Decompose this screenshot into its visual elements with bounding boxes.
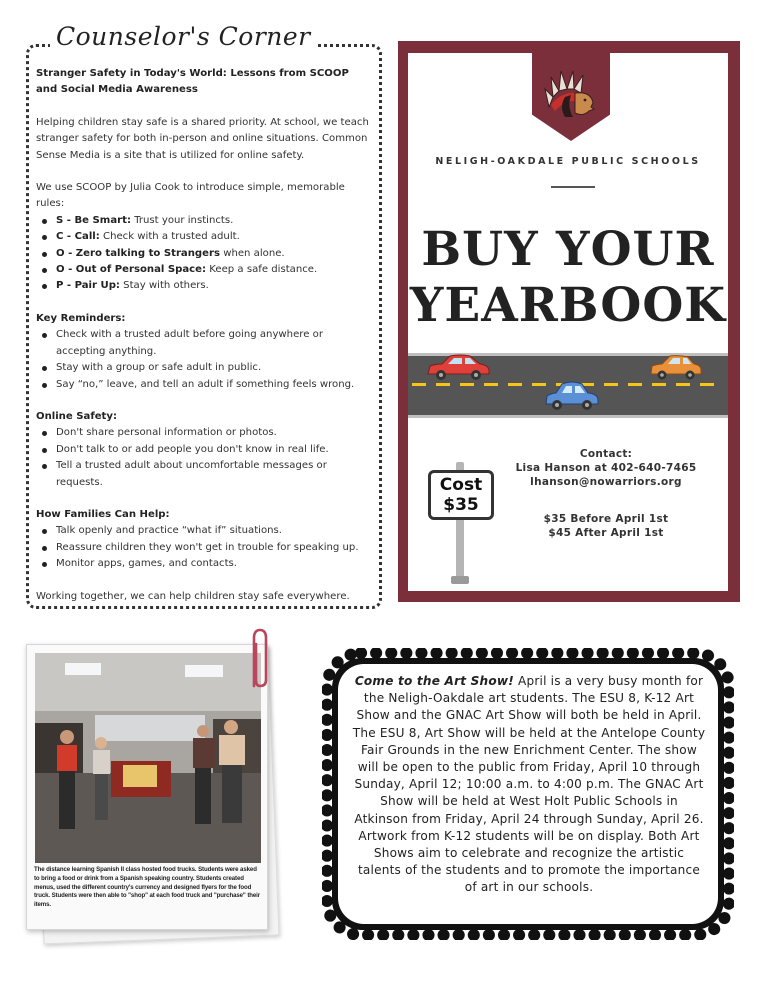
key-reminders-list xyxy=(36,327,370,393)
key-reminders-heading: Key Reminders: xyxy=(36,312,126,324)
list-item: P - Pair Up: Stay with others. xyxy=(36,278,370,294)
list-item: Don't talk to or add people you don't know in real life. xyxy=(36,442,370,458)
cost-sign-label: Cost xyxy=(439,475,483,495)
list-item: Stay with a group or safe adult in public. xyxy=(36,360,370,376)
families-list xyxy=(36,523,370,572)
article-heading: Stranger Safety in Today's World: Lessons from SCOOP and Social Media Awareness xyxy=(36,68,349,96)
cost-sign-price: $35 xyxy=(443,495,479,515)
closing-line: Working together, we can help children stay safe everywhere. xyxy=(36,590,350,602)
price-before: $35 Before April 1st xyxy=(543,513,669,525)
art-show-announcement xyxy=(352,673,706,897)
list-item: Tell a trusted adult about uncomfortable messages or requests. xyxy=(36,458,370,491)
price-after: $45 After April 1st xyxy=(548,527,664,539)
art-show-body: April is a very busy month for the Neligh-Oakdale art students. The ESU 8, K-12 Art Show and the GNAC Art Show will both be held in April. The ESU 8, Art Show will be held at the Antelope County Fair Grounds in the new Enrichment Center. The show will be open to the public from Friday, April 10 through Sunday, April 12; 10:00 a.m. to 4:00 p.m. The GNAC Art Show will be held at West Holt Public Schools in Atkinson from Friday, April 24 through Sunday, April 26. Artwork from K-12 students will be on display. Both Art Shows aim to celebrate and recognize the artistic talents of the students and to promote the importance of art in our schools. xyxy=(352,674,706,895)
online-safety-list xyxy=(36,425,370,491)
list-item: Check with a trusted adult before going anywhere or accepting anything. xyxy=(36,327,370,360)
scoop-intro: We use SCOOP by Julia Cook to introduce simple, memorable rules: xyxy=(36,182,345,210)
headline-line-1: BUY YOUR xyxy=(421,222,715,277)
contact-label: Contact: xyxy=(579,448,633,460)
contact-info xyxy=(508,447,704,490)
counselors-corner-content xyxy=(36,66,370,605)
scoop-rules-list xyxy=(36,213,370,295)
contact-name-phone: Lisa Hanson at 402-640-7465 xyxy=(515,462,697,475)
road-edge xyxy=(408,415,728,418)
food-truck-class-photo xyxy=(35,653,261,863)
counselors-corner-title: Counselor's Corner xyxy=(50,24,317,49)
paperclip-icon xyxy=(248,626,270,692)
photo-caption: The distance learning Spanish II class hosted food trucks. Students were asked to bring a food or drink from a Spanish speaking country. Students created menus, used the different country's currency and designed flyers for the food truck. Students were then able to "shop" at each food truck and "purchase" their items. xyxy=(34,866,261,909)
list-item: Talk openly and practice “what if” situations. xyxy=(36,523,370,539)
list-item: O - Out of Personal Space: Keep a safe distance. xyxy=(36,262,370,278)
list-item: Monitor apps, games, and contacts. xyxy=(36,556,370,572)
cost-sign xyxy=(428,470,494,520)
list-item: S - Be Smart: Trust your instincts. xyxy=(36,213,370,229)
contact-email: lhanson@nowarriors.org xyxy=(530,476,682,489)
school-name: NELIGH-OAKDALE PUBLIC SCHOOLS xyxy=(435,156,701,167)
red-car-icon xyxy=(424,352,492,382)
yearbook-headline xyxy=(408,222,728,334)
blue-car-icon xyxy=(542,378,602,412)
list-item: Say “no,” leave, and tell an adult if something feels wrong. xyxy=(36,377,370,393)
families-heading: How Families Can Help: xyxy=(36,508,170,520)
sign-post-base xyxy=(451,576,469,584)
art-show-lead: Come to the Art Show! xyxy=(354,674,514,688)
list-item: O - Zero talking to Strangers when alone. xyxy=(36,246,370,262)
headline-line-2: YEARBOOK xyxy=(409,278,727,333)
price-info xyxy=(508,512,704,540)
list-item: Reassure children they won't get in trouble for speaking up. xyxy=(36,540,370,556)
list-item: Don't share personal information or photos. xyxy=(36,425,370,441)
intro-paragraph: Helping children stay safe is a shared priority. At school, we teach stranger safety for both in-person and online situations. Common Sense Media is a site that is utilized for online safety. xyxy=(36,116,369,161)
divider xyxy=(551,186,595,188)
list-item: C - Call: Check with a trusted adult. xyxy=(36,229,370,245)
online-safety-heading: Online Safety: xyxy=(36,410,117,422)
orange-car-icon xyxy=(648,352,704,382)
warrior-mascot-logo xyxy=(541,67,601,121)
